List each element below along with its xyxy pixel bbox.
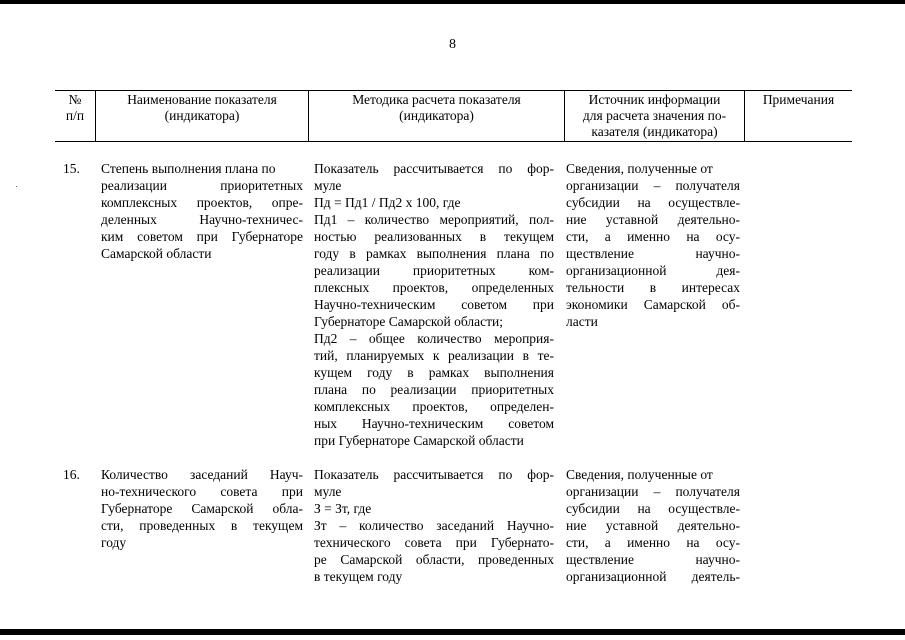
- header-col-method: Методика расчета показателя (индикатора): [308, 91, 564, 141]
- row-number: 16.: [63, 467, 80, 482]
- header-col-name: Наименование показателя (индикатора): [95, 91, 308, 141]
- page-number: 8: [449, 37, 456, 52]
- table-header: [55, 90, 852, 142]
- scan-artifact-dot: [16, 186, 17, 187]
- calculation-method: Показатель рассчитывается по фор- муле Пд = Пд1 / Пд2 х 100, где Пд1 – количество мероприятий, пол- ностью реализованных в текущем году в рамках выполнения плана по реализации приоритетных ком- плексных проектов, определенных Научно-техническим советом при Губернаторе Самарской области; Пд2 – общее количество мероприя- тий, планируемых к реализации в те- кущем году в рамках выполнения плана по реализации приоритетных комплексных проектов, определен- ных Научно-техническим советом при Губернаторе Самарской области: [314, 161, 554, 448]
- header-col-notes: Примечания: [744, 91, 852, 141]
- row-number: 15.: [63, 161, 80, 176]
- bottom-border-rule: [0, 629, 905, 635]
- indicator-name: Количество заседаний Науч- но-технического совета при Губернаторе Самарской обла- сти, проведенных в текущем году: [101, 467, 303, 550]
- information-source: Сведения, полученные от организации – получателя субсидии на осуществле- ние уставной деятельно- сти, а именно на осу- ществление научно- организационной деятель-: [566, 467, 740, 584]
- calculation-method: Показатель рассчитывается по фор- муле З = Зт, где Зт – количество заседаний Научно- технического совета при Губернато- ре Самарской области, проведенных в текущем году: [314, 467, 554, 584]
- header-col-number: № п/п: [65, 92, 85, 123]
- header-col-source: Источник информации для расчета значения по- казателя (индикатора): [564, 91, 744, 141]
- information-source: Сведения, полученные от организации – получателя субсидии на осуществле- ние уставной деятельно- сти, а именно на осу- ществление научно- организационной дея- тельности в интересах экономики Самарской об- ласти: [566, 161, 740, 329]
- indicator-name: Степень выполнения плана по реализации приоритетных комплексных проектов, опре- деленных Научно-техничес- ким советом при Губернаторе Самарской области: [101, 161, 303, 261]
- top-border-rule: [0, 0, 905, 4]
